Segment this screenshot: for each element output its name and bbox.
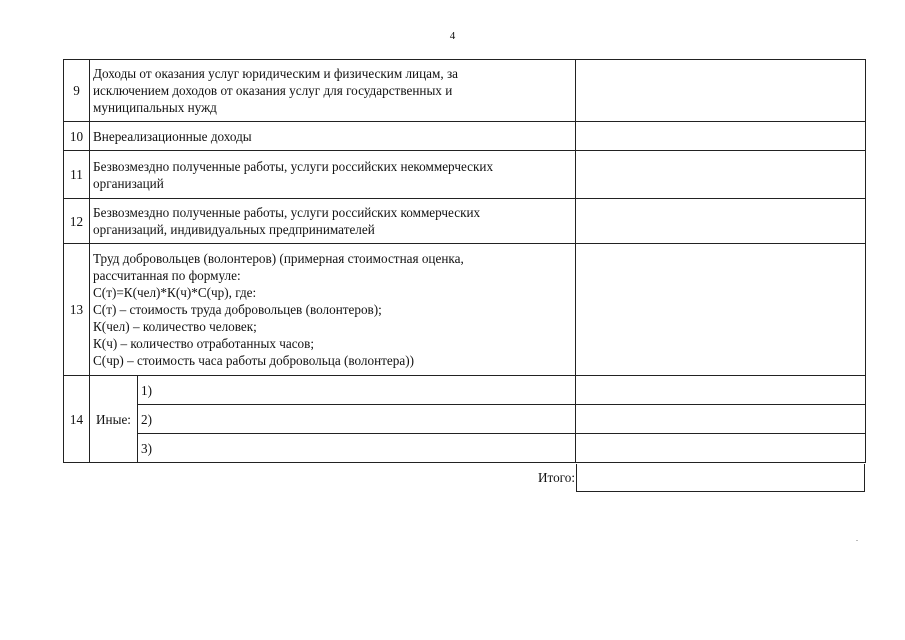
- table-row: [64, 60, 866, 122]
- row-description: Труд добровольцев (волонтеров) (примерная стоимостная оценка, рассчитанная по формуле: С(т)=К(чел)*К(ч)*С(чр), где: С(т) – стоимость труда добровольцев (волонтеров); К(чел) – количество человек; К(ч) – количество отработанных часов; С(чр) – стоимость часа работы добровольца (волонтера)): [90, 244, 576, 376]
- row-description: Доходы от оказания услуг юридическим и физическим лицам, за исключением доходов от оказания услуг для государственных и муниципальных нужд: [90, 60, 576, 122]
- table-row: [64, 151, 866, 199]
- table-row: [64, 244, 866, 376]
- page-number: 4: [449, 30, 456, 42]
- scan-speck: [856, 540, 858, 541]
- row-number: 14: [64, 376, 90, 463]
- other-label: Иные:: [90, 376, 138, 463]
- other-item-label: 1): [138, 376, 576, 405]
- table-row: [64, 376, 866, 405]
- other-item-value-cell[interactable]: [576, 405, 866, 434]
- other-item-label: 2): [138, 405, 576, 434]
- table-row: [64, 434, 866, 463]
- row-value-cell[interactable]: [576, 60, 866, 122]
- row-number: 10: [64, 122, 90, 151]
- row-value-cell[interactable]: [576, 151, 866, 199]
- other-item-value-cell[interactable]: [576, 376, 866, 405]
- row-value-cell[interactable]: [576, 244, 866, 376]
- other-item-label: 3): [138, 434, 576, 463]
- row-description: Безвозмездно полученные работы, услуги российских некоммерческих организаций: [90, 151, 576, 199]
- total-value-cell[interactable]: [576, 464, 865, 492]
- row-value-cell[interactable]: [576, 122, 866, 151]
- income-table: [63, 59, 866, 463]
- table-row: [64, 122, 866, 151]
- row-value-cell[interactable]: [576, 199, 866, 244]
- row-number: 12: [64, 199, 90, 244]
- table-row: [64, 199, 866, 244]
- row-description: Внереализационные доходы: [90, 122, 576, 151]
- total-label: Итого:: [537, 470, 575, 485]
- table-row: [64, 405, 866, 434]
- row-description: Безвозмездно полученные работы, услуги российских коммерческих организаций, индивидуальных предпринимателей: [90, 199, 576, 244]
- row-number: 13: [64, 244, 90, 376]
- total-row: [63, 464, 866, 492]
- row-number: 11: [64, 151, 90, 199]
- other-item-value-cell[interactable]: [576, 434, 866, 463]
- row-number: 9: [64, 60, 90, 122]
